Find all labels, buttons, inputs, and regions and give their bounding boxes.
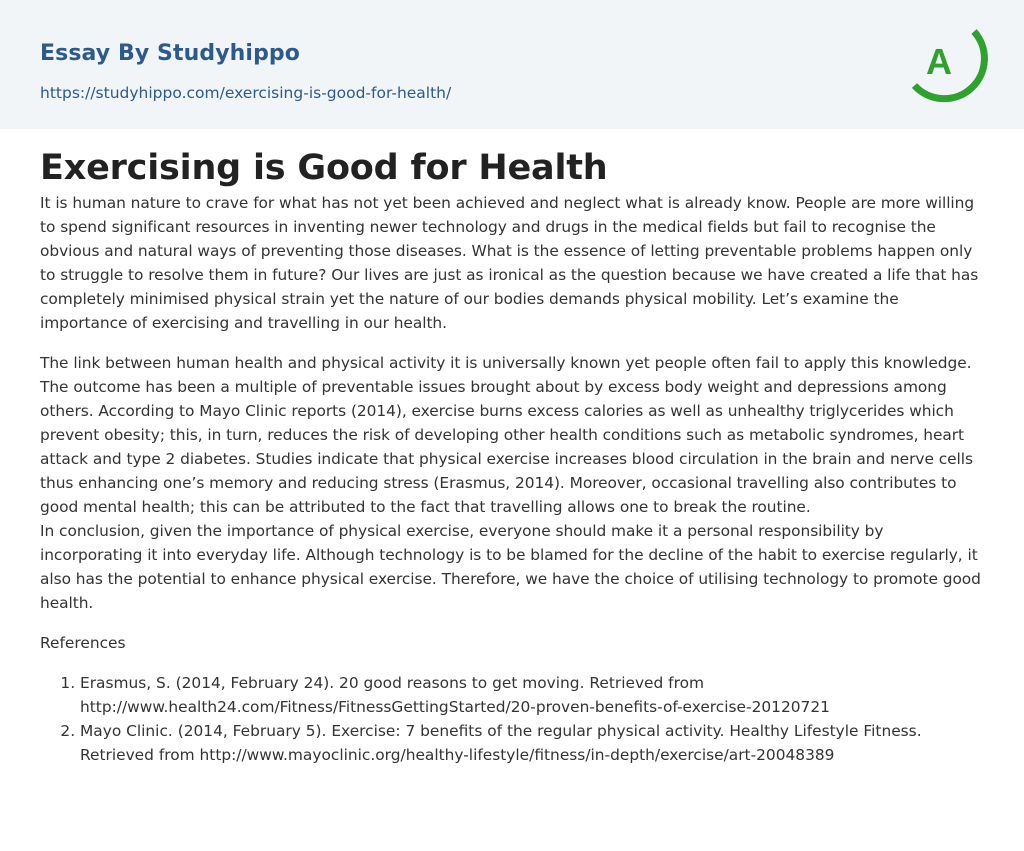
brand-title[interactable]: Essay By Studyhippo [40, 41, 300, 66]
circle-a-logo-icon[interactable] [912, 18, 988, 106]
logo-letter: A [926, 41, 952, 82]
references-heading: References [40, 634, 126, 652]
references-list [40, 671, 990, 767]
source-url-link[interactable]: https://studyhippo.com/exercising-is-good-for-health/ [40, 84, 452, 102]
paragraph-conclusion: In conclusion, given the importance of physical exercise, everyone should make it a personal responsibility by incorporating it into everyday life. Although technology is to be blamed for the decline of the habit to exercise regularly, it also has the potential to enhance physical exercise. Therefore, we have the choice of utilising technology to promote good health. [40, 522, 981, 612]
page-title: Exercising is Good for Health [40, 148, 608, 188]
reference-item: 1. Erasmus, S. (2014, February 24). 20 good reasons to get moving. Retrieved from http://www.health24.com/Fitness/FitnessGettingStarted/20-proven-benefits-of-exercise-20120721 [80, 671, 990, 719]
paragraph-intro: It is human nature to crave for what has not yet been achieved and neglect what is already know. People are more willing to spend significant resources in inventing newer technology and drugs in the medical fields but fail to recognise the obvious and natural ways of preventing those diseases. What is the essence of letting preventable problems happen only to struggle to resolve them in future? Our lives are just as ironical as the question because we have created a life that has completely minimised physical strain yet the nature of our bodies demands physical mobility. Let’s examine the importance of exercising and travelling in our health. [40, 194, 979, 332]
paragraph-body: The link between human health and physical activity it is universally known yet people often fail to apply this knowledge. The outcome has been a multiple of preventable issues brought about by excess body weight and depressions among others. According to Mayo Clinic reports (2014), exercise burns excess calories as well as unhealthy triglycerides which prevent obesity; this, in turn, reduces the risk of developing other health conditions such as metabolic syndromes, heart attack and type 2 diabetes. Studies indicate that physical exercise increases blood circulation in the brain and nerve cells thus enhancing one’s memory and reducing stress (Erasmus, 2014). Moreover, occasional travelling also contributes to good mental health; this can be attributed to the fact that travelling allows one to break the routine. [40, 354, 973, 516]
reference-item: 2. Mayo Clinic. (2014, February 5). Exercise: 7 benefits of the regular physical activity. Healthy Lifestyle Fitness. Retrieved from http://www.mayoclinic.org/healthy-lifestyle/fitness/in-depth/exercise/art-20048389 [80, 719, 990, 767]
article [40, 129, 990, 767]
page-header [0, 0, 1024, 129]
